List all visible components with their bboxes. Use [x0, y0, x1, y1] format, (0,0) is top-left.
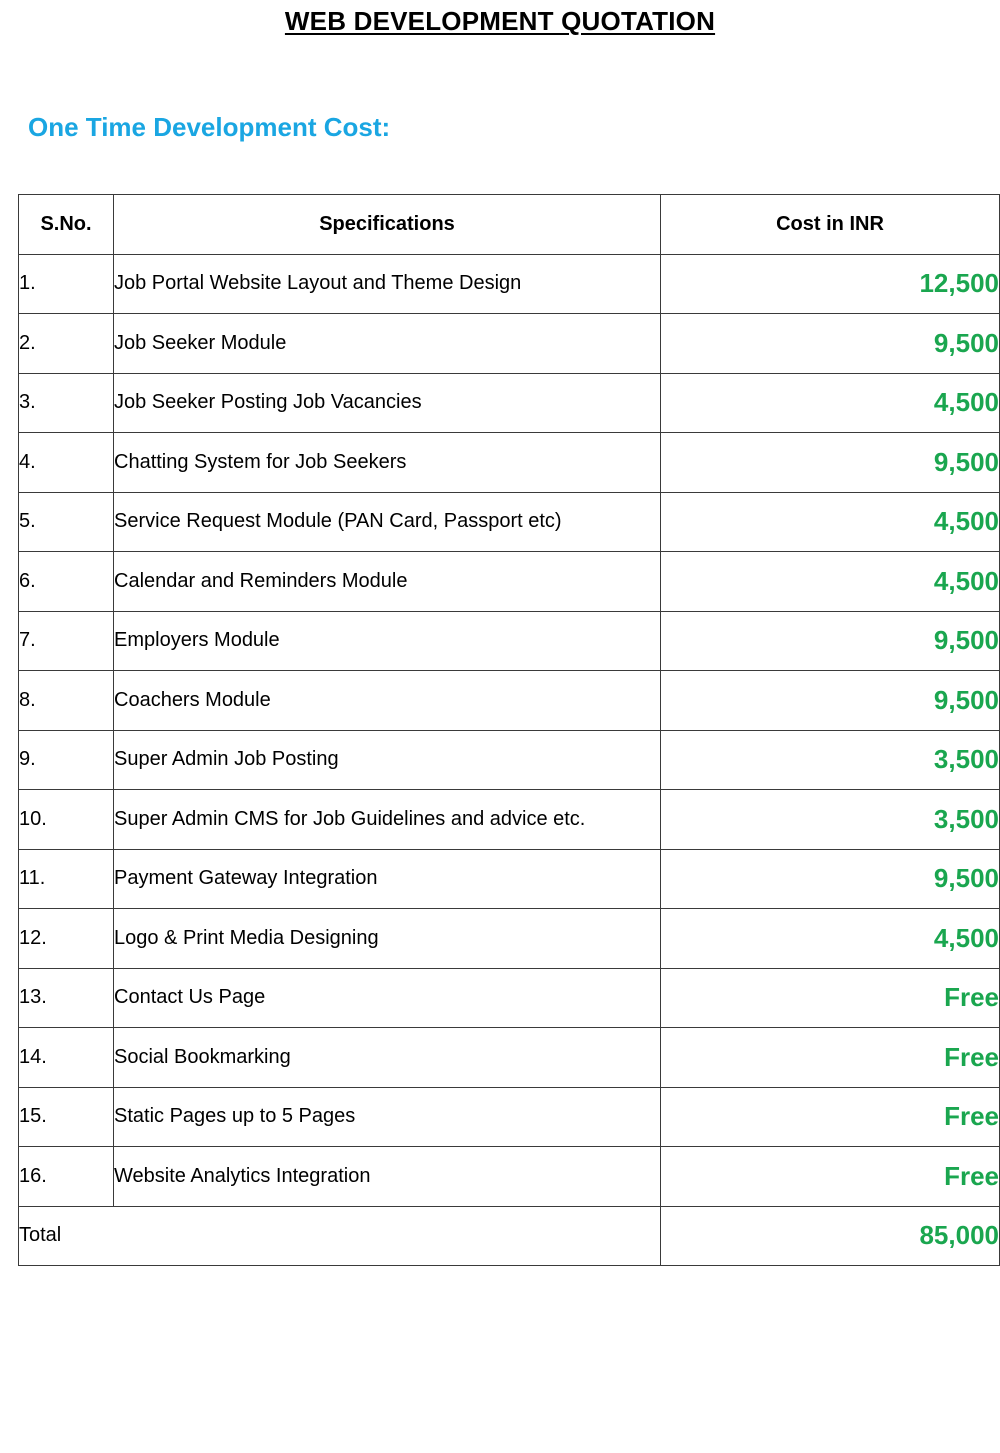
header-specifications: Specifications — [114, 195, 661, 255]
row-sno: 16. — [19, 1147, 114, 1207]
row-specification: Logo & Print Media Designing — [114, 909, 661, 969]
row-cost: 4,500 — [661, 492, 1000, 552]
row-sno: 8. — [19, 671, 114, 731]
row-sno: 3. — [19, 373, 114, 433]
row-cost: 3,500 — [661, 730, 1000, 790]
total-label: Total — [19, 1206, 661, 1266]
table-row — [19, 1087, 1000, 1147]
total-row — [19, 1206, 1000, 1266]
row-specification: Payment Gateway Integration — [114, 849, 661, 909]
row-cost: Free — [661, 1028, 1000, 1088]
row-specification: Static Pages up to 5 Pages — [114, 1087, 661, 1147]
row-cost: 12,500 — [661, 254, 1000, 314]
row-cost: Free — [661, 1147, 1000, 1207]
row-sno: 4. — [19, 433, 114, 493]
row-sno: 5. — [19, 492, 114, 552]
row-specification: Social Bookmarking — [114, 1028, 661, 1088]
table-row — [19, 909, 1000, 969]
row-sno: 7. — [19, 611, 114, 671]
row-sno: 2. — [19, 314, 114, 374]
header-sno: S.No. — [19, 195, 114, 255]
row-cost: Free — [661, 968, 1000, 1028]
row-sno: 12. — [19, 909, 114, 969]
table-row — [19, 790, 1000, 850]
row-sno: 11. — [19, 849, 114, 909]
table-row — [19, 373, 1000, 433]
row-specification: Super Admin Job Posting — [114, 730, 661, 790]
row-sno: 1. — [19, 254, 114, 314]
row-specification: Job Portal Website Layout and Theme Design — [114, 254, 661, 314]
total-cost: 85,000 — [661, 1206, 1000, 1266]
row-sno: 9. — [19, 730, 114, 790]
row-cost: 9,500 — [661, 433, 1000, 493]
row-cost: 4,500 — [661, 909, 1000, 969]
row-sno: 14. — [19, 1028, 114, 1088]
table-row — [19, 671, 1000, 731]
table-row — [19, 968, 1000, 1028]
table-row — [19, 849, 1000, 909]
row-cost: 9,500 — [661, 611, 1000, 671]
row-specification: Service Request Module (PAN Card, Passport etc) — [114, 492, 661, 552]
table-row — [19, 1147, 1000, 1207]
row-specification: Calendar and Reminders Module — [114, 552, 661, 612]
row-cost: 4,500 — [661, 373, 1000, 433]
row-cost: 9,500 — [661, 849, 1000, 909]
table-header-row — [19, 195, 1000, 255]
row-specification: Job Seeker Module — [114, 314, 661, 374]
row-cost: 4,500 — [661, 552, 1000, 612]
row-specification: Super Admin CMS for Job Guidelines and advice etc. — [114, 790, 661, 850]
row-specification: Chatting System for Job Seekers — [114, 433, 661, 493]
table-row — [19, 1028, 1000, 1088]
header-cost: Cost in INR — [661, 195, 1000, 255]
row-specification: Coachers Module — [114, 671, 661, 731]
table-row — [19, 552, 1000, 612]
row-sno: 10. — [19, 790, 114, 850]
row-sno: 15. — [19, 1087, 114, 1147]
row-specification: Website Analytics Integration — [114, 1147, 661, 1207]
table-row — [19, 314, 1000, 374]
row-cost: 9,500 — [661, 671, 1000, 731]
row-cost: 3,500 — [661, 790, 1000, 850]
table-row — [19, 254, 1000, 314]
row-sno: 6. — [19, 552, 114, 612]
table-row — [19, 492, 1000, 552]
row-sno: 13. — [19, 968, 114, 1028]
section-title: One Time Development Cost: — [28, 112, 391, 142]
table-row — [19, 611, 1000, 671]
row-cost: Free — [661, 1087, 1000, 1147]
table-row — [19, 730, 1000, 790]
row-cost: 9,500 — [661, 314, 1000, 374]
table-row — [19, 433, 1000, 493]
row-specification: Contact Us Page — [114, 968, 661, 1028]
row-specification: Job Seeker Posting Job Vacancies — [114, 373, 661, 433]
table-body — [19, 254, 1000, 1206]
document-title: WEB DEVELOPMENT QUOTATION — [284, 6, 716, 36]
row-specification: Employers Module — [114, 611, 661, 671]
quotation-table — [18, 194, 1000, 1266]
